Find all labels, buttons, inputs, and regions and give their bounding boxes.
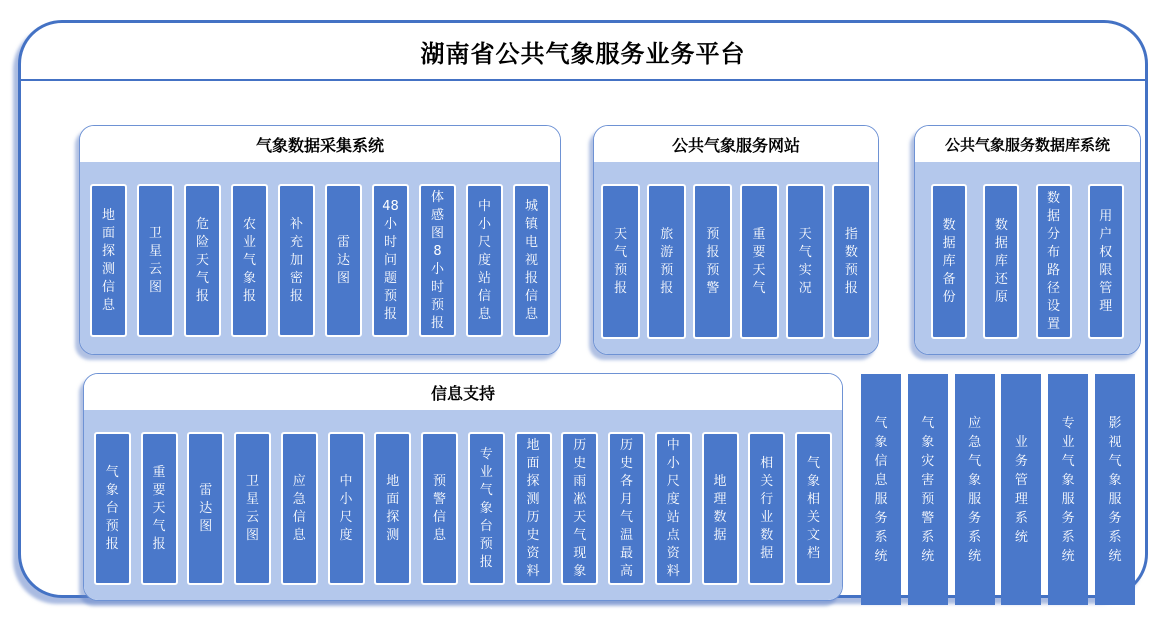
panel-database-system-body (915, 162, 1140, 354)
diagram-bar: 数 据 库 备 份 (931, 184, 967, 339)
diagram-bar: 卫 星 云 图 (137, 184, 174, 337)
platform-container (18, 20, 1148, 598)
diagram-bar: 体 感 图 8 小 时 预 报 (419, 184, 456, 337)
diagram-bar: 地 面 探 测 信 息 (90, 184, 127, 337)
diagram-bar: 应 急 信 息 (281, 432, 318, 585)
panel-database-system-header: 公共气象服务数据库系统 (915, 126, 1140, 162)
diagram-bar: 用 户 权 限 管 理 (1088, 184, 1124, 339)
diagram-bar: 应 急 气 象 服 务 系 统 (955, 374, 995, 605)
service-systems-row (861, 374, 1135, 605)
diagram-bar: 气 象 信 息 服 务 系 统 (861, 374, 901, 605)
panel-info-support (83, 373, 843, 601)
panel-database-system (914, 125, 1141, 355)
diagram-bar: 重 要 天 气 (740, 184, 779, 339)
page-title: 湖南省公共气象服务业务平台 (420, 39, 746, 68)
diagram-bar: 专 业 气 象 台 预 报 (468, 432, 505, 585)
panel-data-collection-system (79, 125, 561, 355)
diagram-bar: 中 小 尺 度 (328, 432, 365, 585)
diagram-bar: 卫 星 云 图 (234, 432, 271, 585)
diagram-bar: 地 面 探 测 (374, 432, 411, 585)
diagram-bar: 中 小 尺 度 站 信 息 (466, 184, 503, 337)
diagram-bar: 预 警 信 息 (421, 432, 458, 585)
diagram-bar: 地 理 数 据 (702, 432, 739, 585)
diagram-bar: 相 关 行 业 数 据 (748, 432, 785, 585)
panel-service-website-header: 公共气象服务网站 (594, 126, 878, 162)
diagram-bar: 指 数 预 报 (832, 184, 871, 339)
diagram-bar: 雷 达 图 (325, 184, 362, 337)
diagram-bar: 雷 达 图 (187, 432, 224, 585)
panel-data-collection-header: 气象数据采集系统 (80, 126, 560, 162)
diagram-bar: 天 气 预 报 (601, 184, 640, 339)
diagram-bar: 中 小 尺 度 站 点 资 料 (655, 432, 692, 585)
diagram-bar: 气 象 台 预 报 (94, 432, 131, 585)
diagram-bar: 补 充 加 密 报 (278, 184, 315, 337)
diagram-bar: 业 务 管 理 系 统 (1001, 374, 1041, 605)
diagram-bar: 历 史 各 月 气 温 最 高 (608, 432, 645, 585)
diagram-bar: 历 史 雨 凇 天 气 现 象 (561, 432, 598, 585)
diagram-bar: 天 气 实 况 (786, 184, 825, 339)
diagram-bar: 地 面 探 测 历 史 资 料 (515, 432, 552, 585)
diagram-bar: 48 小 时 问 题 预 报 (372, 184, 409, 337)
diagram-bar: 预 报 预 警 (693, 184, 732, 339)
diagram-bar: 重 要 天 气 报 (141, 432, 178, 585)
diagram-bar: 农 业 气 象 报 (231, 184, 268, 337)
diagram-bar: 城 镇 电 视 报 信 息 (513, 184, 550, 337)
diagram-bar: 气 象 灾 害 预 警 系 统 (908, 374, 948, 605)
panel-info-support-body (84, 410, 842, 600)
panel-info-support-header: 信息支持 (84, 374, 842, 410)
diagram-bar: 危 险 天 气 报 (184, 184, 221, 337)
diagram-bar: 影 视 气 象 服 务 系 统 (1095, 374, 1135, 605)
title-band (21, 23, 1145, 81)
diagram-bar: 旅 游 预 报 (647, 184, 686, 339)
panel-service-website-body (594, 162, 878, 354)
panel-data-collection-body (80, 162, 560, 354)
diagram-bar: 数 据 库 还 原 (983, 184, 1019, 339)
diagram-bar: 数 据 分 布 路 径 设 置 (1036, 184, 1072, 339)
diagram-bar: 气 象 相 关 文 档 (795, 432, 832, 585)
diagram-bar: 专 业 气 象 服 务 系 统 (1048, 374, 1088, 605)
panel-service-website (593, 125, 879, 355)
